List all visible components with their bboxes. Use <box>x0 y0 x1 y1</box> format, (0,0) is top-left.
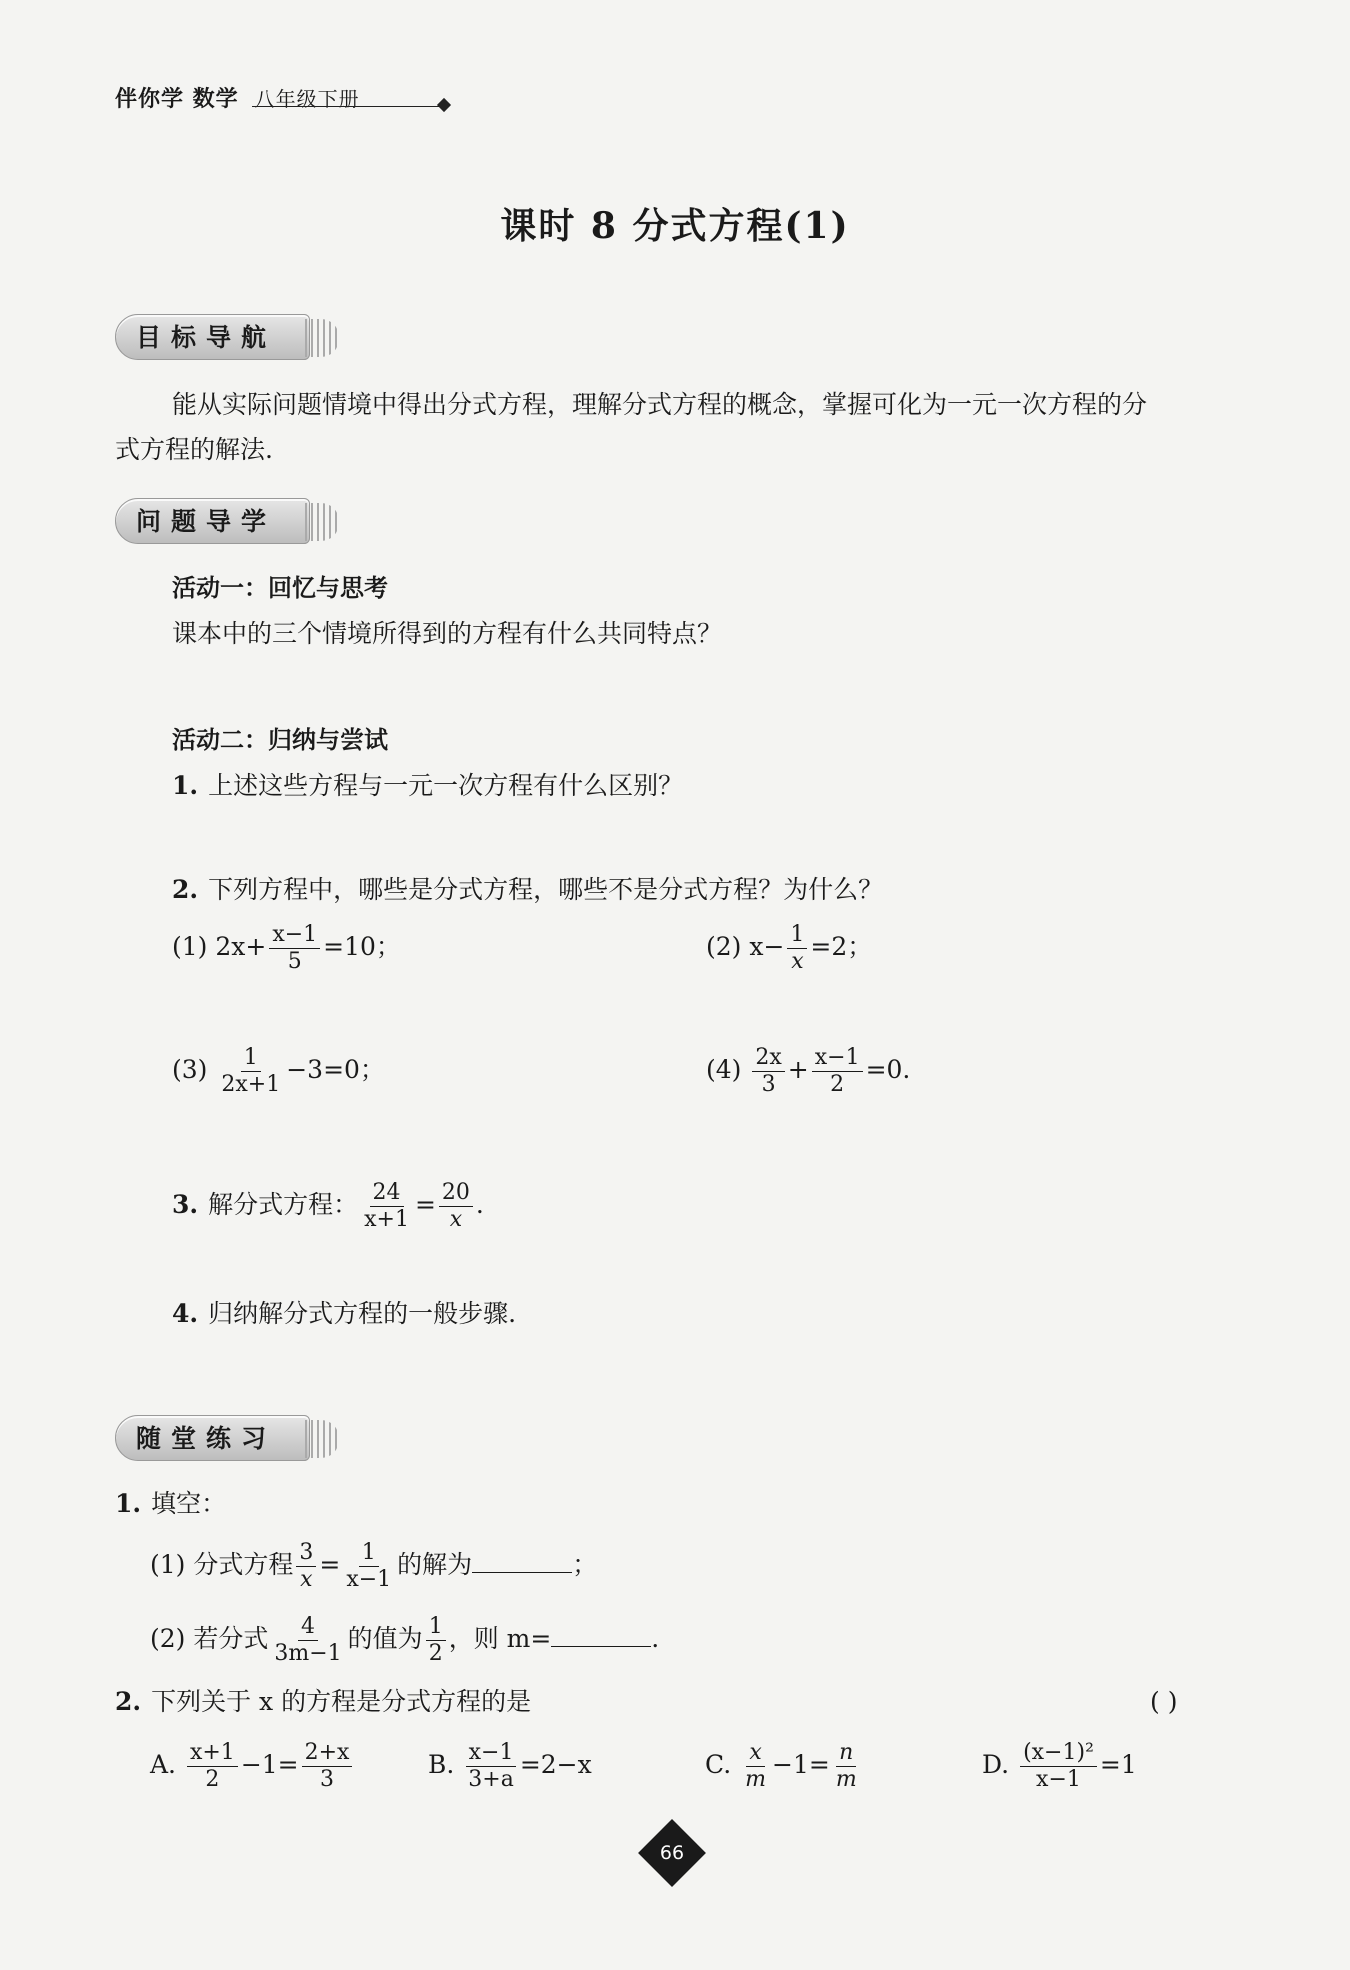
option-c[interactable] <box>705 1740 863 1793</box>
numerator: x−1 <box>466 1740 517 1767</box>
fraction <box>439 1180 473 1233</box>
section-badge-questions <box>115 498 310 544</box>
question-text: (1) 分式方程 <box>150 1550 294 1579</box>
fraction <box>296 1540 316 1593</box>
denominator: x <box>300 1567 313 1592</box>
header-diamond-icon <box>437 98 451 112</box>
fraction <box>343 1540 394 1593</box>
question-number: 1. <box>172 771 199 800</box>
running-header <box>115 82 360 113</box>
numerator: 1 <box>426 1614 446 1641</box>
equation-term: =1 <box>1099 1750 1137 1779</box>
equation-term: =10； <box>323 932 401 961</box>
practice-1b <box>150 1614 659 1667</box>
equation-term: x− <box>749 932 785 961</box>
equation-2 <box>706 922 872 975</box>
denominator: x <box>791 949 804 974</box>
question-4 <box>172 1292 516 1336</box>
question-text: 的解为 <box>397 1550 473 1579</box>
numerator: x <box>746 1740 764 1767</box>
option-label: A. <box>150 1750 177 1779</box>
equation-label: (4) <box>706 1055 742 1084</box>
equation-term: 2x+ <box>215 932 267 961</box>
book-brand: 伴你学 数学 <box>115 87 239 112</box>
equation-term: −1= <box>772 1750 830 1779</box>
denominator: x+1 <box>364 1207 409 1232</box>
option-label: C. <box>705 1750 732 1779</box>
equation-term: −1= <box>240 1750 299 1779</box>
section-badge-label: 随堂练习 <box>136 1424 277 1453</box>
numerator: 24 <box>370 1180 404 1207</box>
question-text: 填空： <box>151 1489 227 1518</box>
fraction <box>271 1614 344 1667</box>
numerator: x+1 <box>187 1740 238 1767</box>
activity2-title: 活动二：归纳与尝试 <box>172 726 388 754</box>
answer-blank[interactable] <box>551 1626 651 1647</box>
denominator: x−1 <box>346 1567 392 1592</box>
question-text: 下列方程中，哪些是分式方程，哪些不是分式方程？为什么？ <box>208 875 884 904</box>
question-number: 4. <box>172 1299 199 1328</box>
badge-stripes <box>305 319 339 357</box>
practice-1a <box>150 1540 597 1593</box>
equation-term: =2−x <box>519 1750 592 1779</box>
fraction <box>833 1740 860 1793</box>
question-text: ，则 m= <box>448 1624 552 1653</box>
option-d[interactable] <box>982 1740 1137 1793</box>
denominator: 3+a <box>468 1767 514 1792</box>
option-label: D. <box>982 1750 1010 1779</box>
equation-3 <box>172 1045 385 1098</box>
fraction <box>426 1614 446 1667</box>
fraction <box>1020 1740 1097 1793</box>
fraction <box>752 1045 784 1098</box>
question-text: 上述这些方程与一元一次方程有什么区别？ <box>208 771 684 800</box>
question-number: 2. <box>115 1687 142 1716</box>
section-badge-label: 目标导航 <box>136 323 277 352</box>
denominator: m <box>745 1767 767 1792</box>
fraction <box>742 1740 769 1793</box>
practice-1 <box>115 1482 226 1526</box>
page-title: 课时 8 分式方程(1) <box>500 205 850 247</box>
denominator: 2 <box>830 1072 845 1097</box>
activity1-text: 课本中的三个情境所得到的方程有什么共同特点？ <box>172 619 723 648</box>
fraction <box>465 1740 517 1793</box>
fraction <box>361 1180 412 1233</box>
numerator: 2+x <box>302 1740 353 1767</box>
equation-term: . <box>651 1624 660 1653</box>
equation-term: =2； <box>810 932 873 961</box>
page-number: 66 <box>659 1842 685 1864</box>
numerator: 1 <box>787 922 807 949</box>
equation-term: . <box>475 1190 484 1219</box>
fraction <box>812 1045 863 1098</box>
goal-text-line2: 式方程的解法. <box>115 435 273 464</box>
equation-term: =0. <box>865 1055 911 1084</box>
grade-label: 八年级下册 <box>254 87 360 111</box>
section-badge-label: 问题导学 <box>136 507 277 536</box>
question-text: (2) 若分式 <box>150 1624 269 1653</box>
denominator: 2 <box>428 1641 443 1666</box>
denominator: 3 <box>761 1072 776 1097</box>
option-label: B. <box>428 1750 455 1779</box>
question-3 <box>172 1180 484 1233</box>
fraction <box>302 1740 353 1793</box>
numerator: 1 <box>241 1045 261 1072</box>
equation-term: + <box>787 1055 809 1084</box>
goal-text-line1: 能从实际问题情境中得出分式方程，理解分式方程的概念，掌握可化为一元一次方程的分 <box>172 390 1148 419</box>
numerator: 3 <box>296 1540 316 1567</box>
question-text: 归纳解分式方程的一般步骤. <box>208 1299 517 1328</box>
denominator: 3m−1 <box>274 1641 342 1666</box>
denominator: 2x+1 <box>221 1072 281 1097</box>
question-number: 1. <box>115 1489 142 1518</box>
denominator: x <box>449 1207 463 1232</box>
denominator: m <box>835 1767 857 1792</box>
question-text: 下列关于 x 的方程是分式方程的是 <box>151 1687 532 1716</box>
numerator: n <box>836 1740 856 1767</box>
option-a[interactable] <box>150 1740 355 1793</box>
numerator: 4 <box>298 1614 318 1641</box>
question-number: 2. <box>172 875 199 904</box>
fraction <box>187 1740 238 1793</box>
header-rule <box>252 106 442 107</box>
answer-paren[interactable]: ( ) <box>1150 1687 1178 1716</box>
answer-blank[interactable] <box>472 1552 572 1573</box>
option-b[interactable] <box>428 1740 592 1793</box>
question-text: 解分式方程： <box>208 1190 359 1219</box>
fraction <box>787 922 807 975</box>
question-text: 的值为 <box>347 1624 423 1653</box>
section-badge-goals <box>115 314 310 360</box>
equation-4 <box>706 1045 910 1098</box>
numerator: 1 <box>359 1540 379 1567</box>
question-2 <box>172 868 883 912</box>
activity1-title: 活动一：回忆与思考 <box>172 574 388 602</box>
equation-term: ； <box>572 1550 598 1579</box>
badge-stripes <box>305 1420 339 1458</box>
fraction <box>218 1045 283 1098</box>
practice-2 <box>115 1680 531 1724</box>
equation-label: (2) <box>706 932 742 961</box>
fraction <box>269 922 320 975</box>
numerator: x−1 <box>812 1045 863 1072</box>
equation-term: −3=0； <box>286 1055 385 1084</box>
equation-label: (3) <box>172 1055 208 1084</box>
equation-1 <box>172 922 401 975</box>
equation-label: (1) <box>172 932 208 961</box>
section-badge-practice <box>115 1415 310 1461</box>
denominator: 3 <box>320 1767 335 1792</box>
question-1 <box>172 764 683 808</box>
question-number: 3. <box>172 1190 199 1219</box>
numerator: 20 <box>439 1180 473 1207</box>
numerator: (x−1)² <box>1020 1740 1097 1767</box>
numerator: 2x <box>752 1045 784 1072</box>
equation-term: = <box>319 1550 341 1579</box>
denominator: 5 <box>287 949 302 974</box>
badge-stripes <box>305 503 339 541</box>
denominator: 2 <box>205 1767 220 1792</box>
denominator: x−1 <box>1036 1767 1081 1792</box>
numerator: x−1 <box>269 922 320 949</box>
equation-term: = <box>414 1190 436 1219</box>
